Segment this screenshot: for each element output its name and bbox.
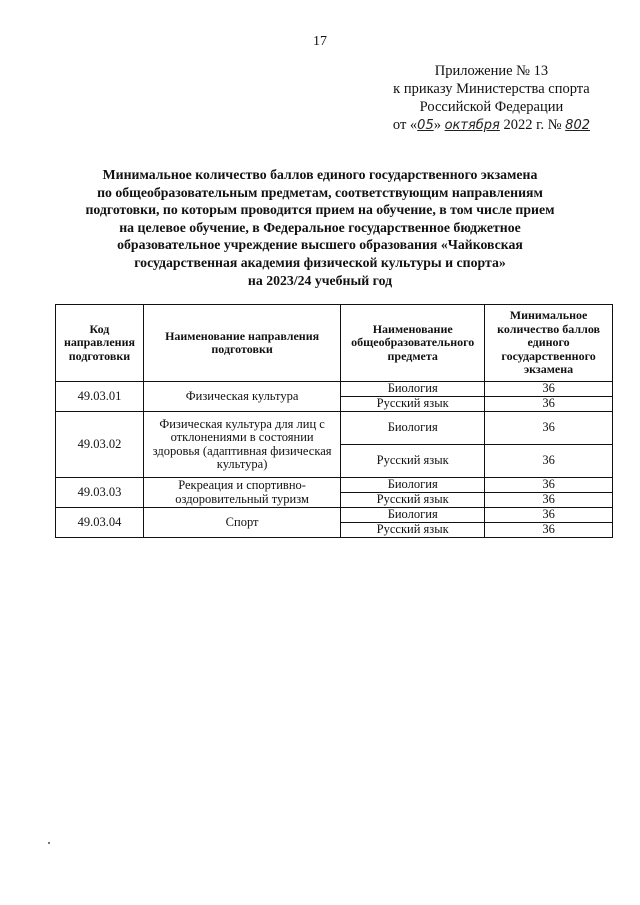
scan-dot <box>48 842 50 844</box>
document-title <box>60 166 580 289</box>
cell-score: 36 <box>485 523 613 538</box>
cell-score: 36 <box>485 445 613 478</box>
cell-subject: Биология <box>341 382 485 397</box>
cell-subject: Русский язык <box>341 445 485 478</box>
table-header-row <box>56 305 613 382</box>
table-row <box>56 478 613 493</box>
date-year: 2022 г. № <box>503 117 562 133</box>
cell-code: 49.03.04 <box>56 508 144 538</box>
cell-code: 49.03.01 <box>56 382 144 412</box>
header-direction: Наименование направления подготовки <box>143 305 340 382</box>
header-code: Код направления подготовки <box>56 305 144 382</box>
cell-direction: Рекреация и спортивно-оздоровительный туризм <box>143 478 340 508</box>
cell-direction: Спорт <box>143 508 340 538</box>
appendix-number: Приложение № 13 <box>434 63 549 79</box>
appendix-ministry: Российской Федерации <box>419 99 564 115</box>
date-prefix: от « <box>392 117 418 133</box>
order-number: 802 <box>565 118 590 133</box>
date-month: октября <box>444 118 500 133</box>
table-row <box>56 382 613 397</box>
title-line: образовательное учреждение высшего образования «Чайковская <box>117 237 523 253</box>
header-subject: Наименование общеобразовательного предмета <box>341 305 485 382</box>
date-day: 05 <box>417 118 434 133</box>
cell-subject: Биология <box>341 508 485 523</box>
appendix-order-ref: к приказу Министерства спорта <box>393 81 590 97</box>
cell-score: 36 <box>485 412 613 445</box>
cell-subject: Русский язык <box>341 523 485 538</box>
cell-score: 36 <box>485 382 613 397</box>
appendix-header <box>393 62 590 135</box>
cell-subject: Русский язык <box>341 493 485 508</box>
cell-code: 49.03.03 <box>56 478 144 508</box>
cell-score: 36 <box>485 478 613 493</box>
title-line: на 2023/24 учебный год <box>247 272 393 288</box>
cell-score: 36 <box>485 397 613 412</box>
date-mid: » <box>433 117 441 133</box>
cell-code: 49.03.02 <box>56 412 144 478</box>
header-min-score: Минимальное количество баллов единого государственного экзамена <box>485 305 613 382</box>
cell-subject: Биология <box>341 478 485 493</box>
title-line: по общеобразовательным предметам, соответствующим направлениям <box>97 184 543 200</box>
order-date-line <box>393 116 590 135</box>
cell-score: 36 <box>485 493 613 508</box>
title-line: государственная академия физической культуры и спорта» <box>134 254 506 270</box>
scores-table <box>55 304 613 538</box>
title-line: Минимальное количество баллов единого государственного экзамена <box>102 167 538 182</box>
page-number: 17 <box>313 34 327 49</box>
table-row <box>56 412 613 445</box>
cell-subject: Русский язык <box>341 397 485 412</box>
cell-score: 36 <box>485 508 613 523</box>
cell-direction: Физическая культура <box>143 382 340 412</box>
cell-subject: Биология <box>341 412 485 445</box>
title-line: подготовки, по которым проводится прием на обучение, в том числе прием <box>85 202 555 218</box>
title-line: на целевое обучение, в Федеральное государственное бюджетное <box>119 219 521 235</box>
table-row <box>56 508 613 523</box>
cell-direction: Физическая культура для лиц с отклонениями в состоянии здоровья (адаптивная физическая культура) <box>143 412 340 478</box>
